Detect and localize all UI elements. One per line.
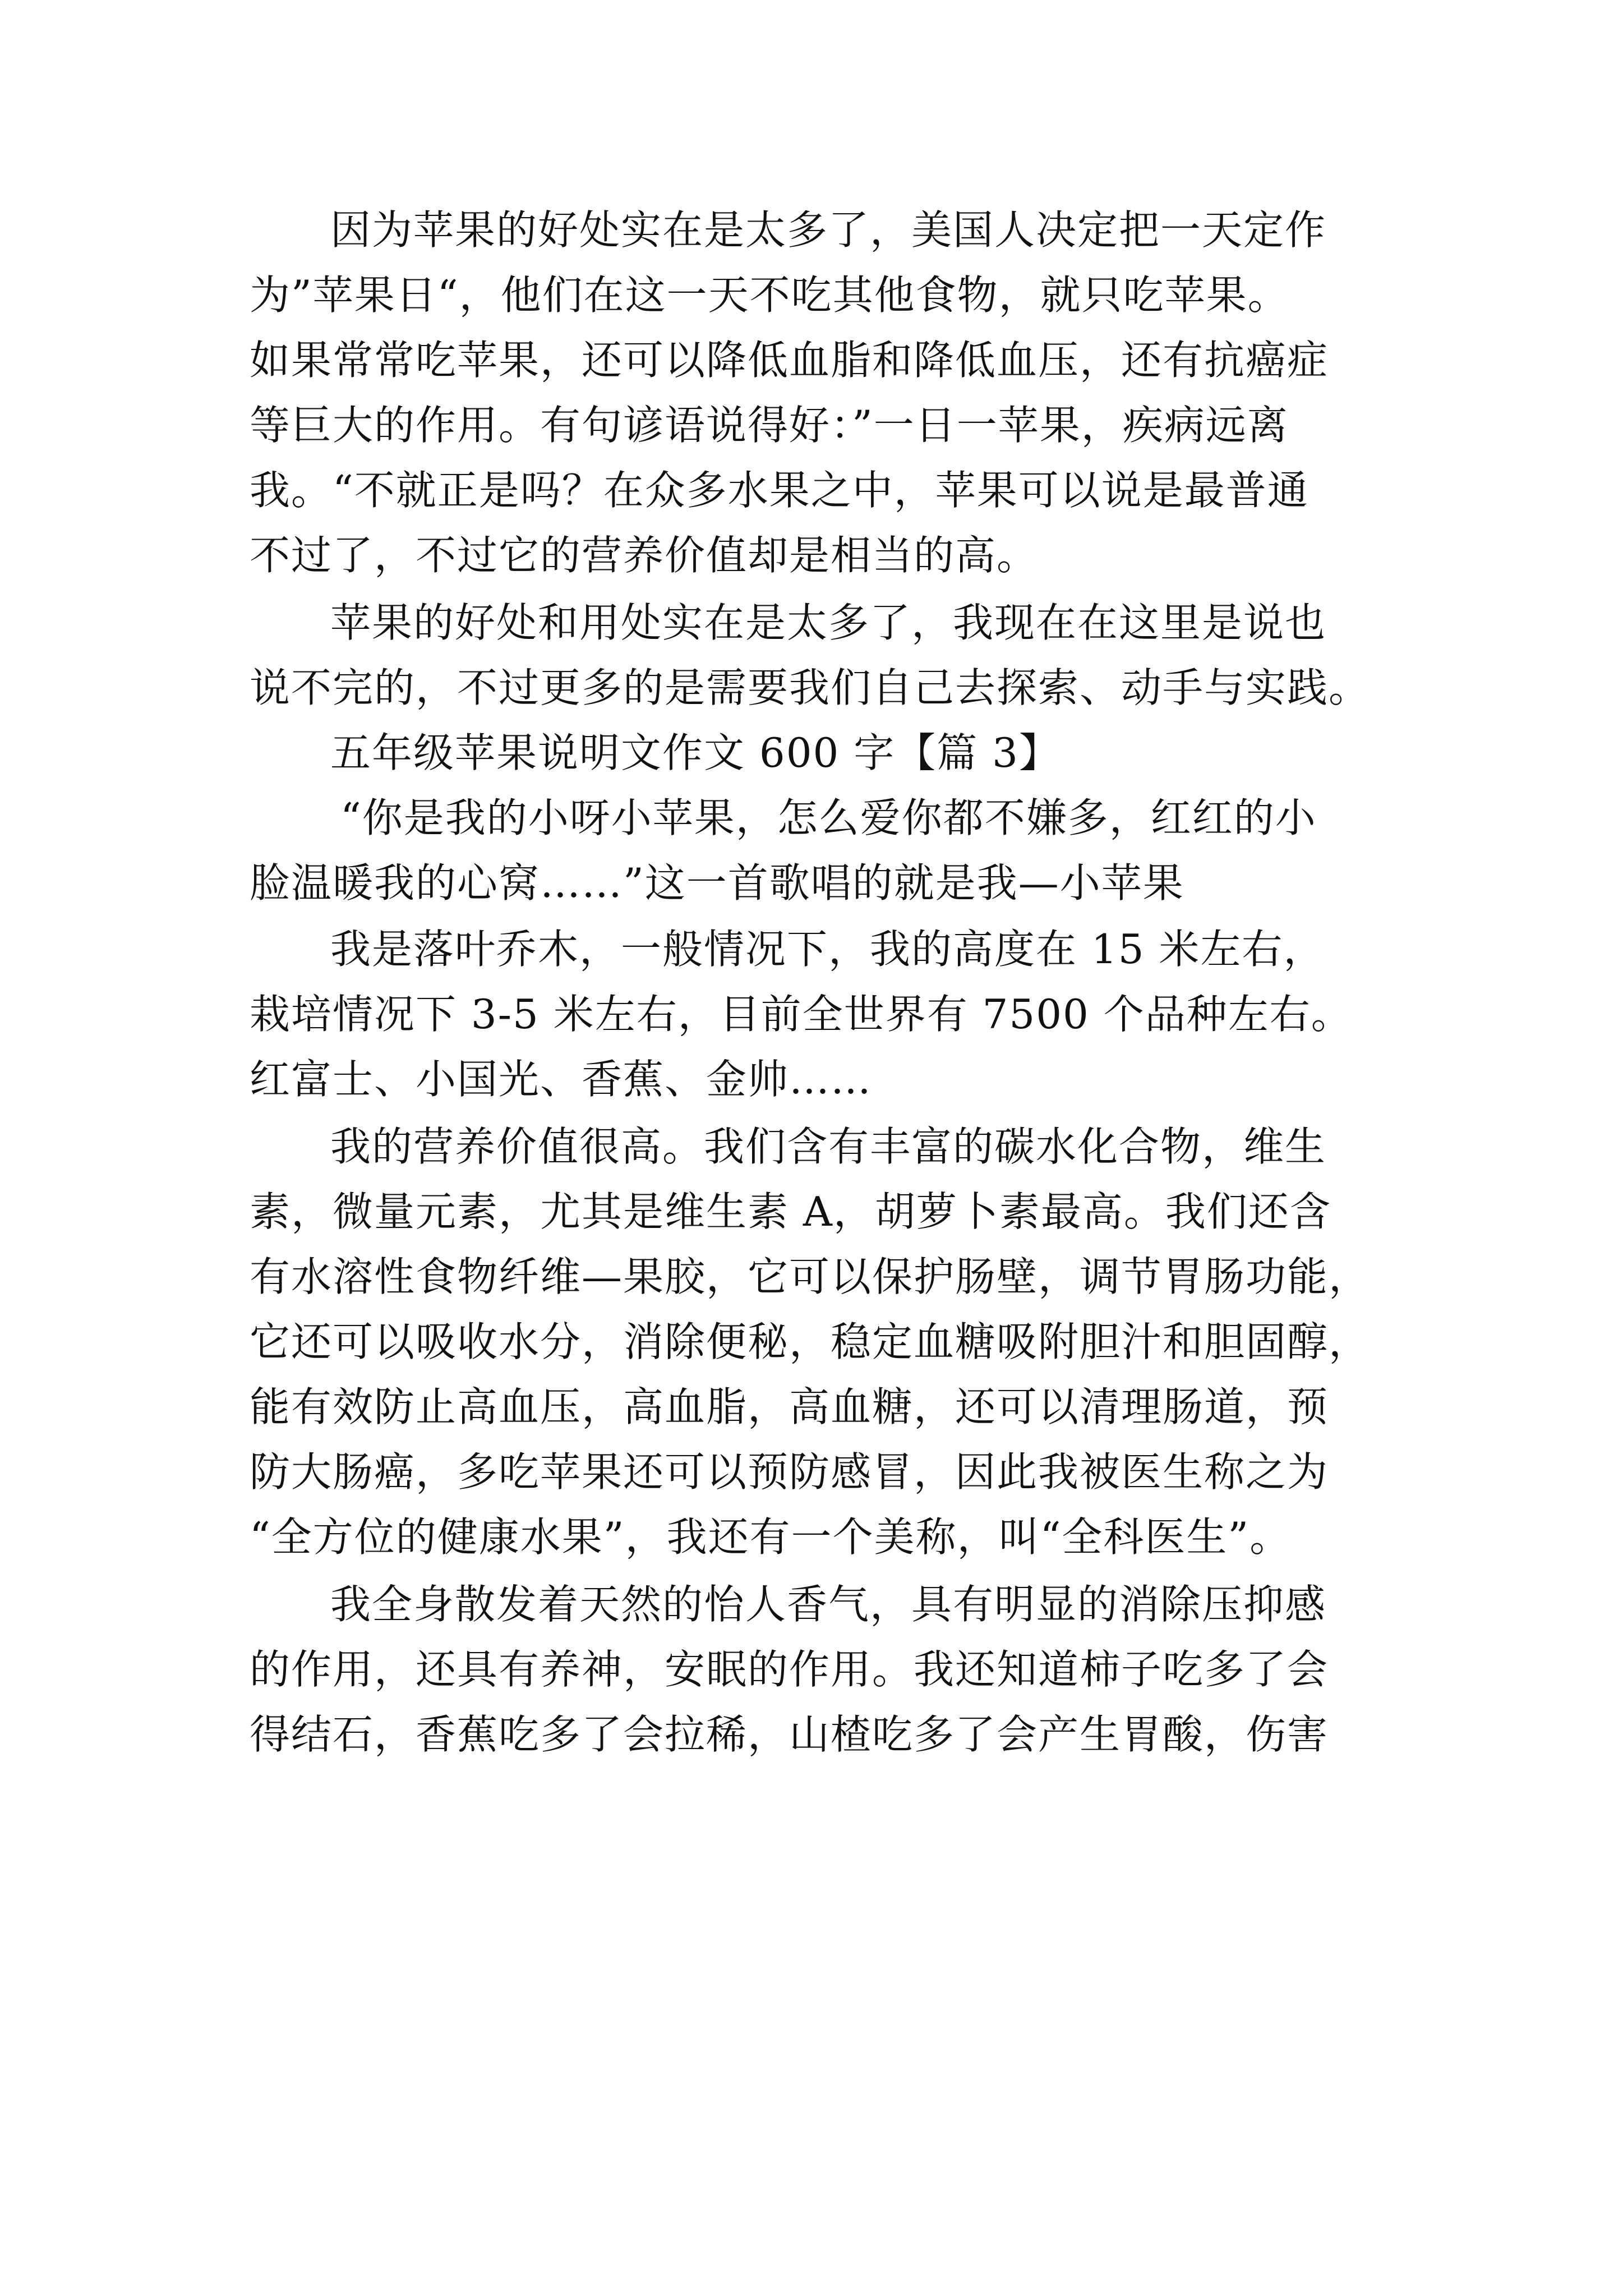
text-line-18: 它还可以吸收水分，消除便秘，稳定血糖吸附胆汁和胆固醇， — [250, 1318, 1371, 1365]
text-line-5: 我。“不就正是吗？在众多水果之中，苹果可以说是最普通 — [250, 467, 1309, 514]
text-line-21: “全方位的健康水果”，我还有一个美称，叫“全科医生”。 — [250, 1513, 1292, 1561]
text-line-2: 为”苹果日“，他们在这一天不吃其他食物，就只吃苹果。 — [250, 272, 1289, 319]
text-line-20: 防大肠癌，多吃苹果还可以预防感冒，因此我被医生称之为 — [250, 1448, 1329, 1496]
text-line-7: 苹果的好处和用处实在是太多了，我现在在这里是说也 — [330, 599, 1327, 646]
text-line-13: 栽培情况下 3-5 米左右，目前全世界有 7500 个品种左右。 — [250, 991, 1353, 1038]
text-line-4: 等巨大的作用。有句谚语说得好：”一日一苹果，疾病远离 — [250, 402, 1289, 449]
section-heading: 五年级苹果说明文作文 600 字【篇 3】 — [330, 729, 1061, 776]
text-line-23: 的作用，还具有养神，安眠的作用。我还知道柿子吃多了会 — [250, 1646, 1329, 1693]
text-line-12: 我是落叶乔木，一般情况下，我的高度在 15 米左右， — [330, 926, 1325, 973]
text-line-8: 说不完的，不过更多的是需要我们自己去探索、动手与实践。 — [250, 664, 1371, 711]
text-line-16: 素，微量元素，尤其是维生素 A，胡萝卜素最高。我们还含 — [250, 1188, 1331, 1235]
text-line-24: 得结石，香蕉吃多了会拉稀，山楂吃多了会产生胃酸，伤害 — [250, 1711, 1329, 1758]
text-line-14: 红富士、小国光、香蕉、金帅…… — [250, 1056, 873, 1103]
text-line-17: 有水溶性食物纤维—果胶，它可以保护肠壁，调节胃肠功能， — [250, 1253, 1371, 1300]
text-line-1: 因为苹果的好处实在是太多了，美国人决定把一天定作 — [330, 206, 1327, 254]
text-line-3: 如果常常吃苹果，还可以降低血脂和降低血压，还有抗癌症 — [250, 337, 1329, 384]
text-line-15: 我的营养价值很高。我们含有丰富的碳水化合物，维生 — [330, 1123, 1327, 1170]
text-line-22: 我全身散发着天然的怡人香气，具有明显的消除压抑感 — [330, 1581, 1327, 1628]
text-line-10: “你是我的小呀小苹果，怎么爱你都不嫌多，红红的小 — [340, 794, 1317, 841]
text-line-6: 不过了，不过它的营养价值却是相当的高。 — [250, 532, 1039, 579]
text-line-11: 脸温暖我的心窝……”这一首歌唱的就是我—小苹果 — [250, 859, 1184, 907]
text-line-19: 能有效防止高血压，高血脂，高血糖，还可以清理肠道，预 — [250, 1383, 1329, 1430]
